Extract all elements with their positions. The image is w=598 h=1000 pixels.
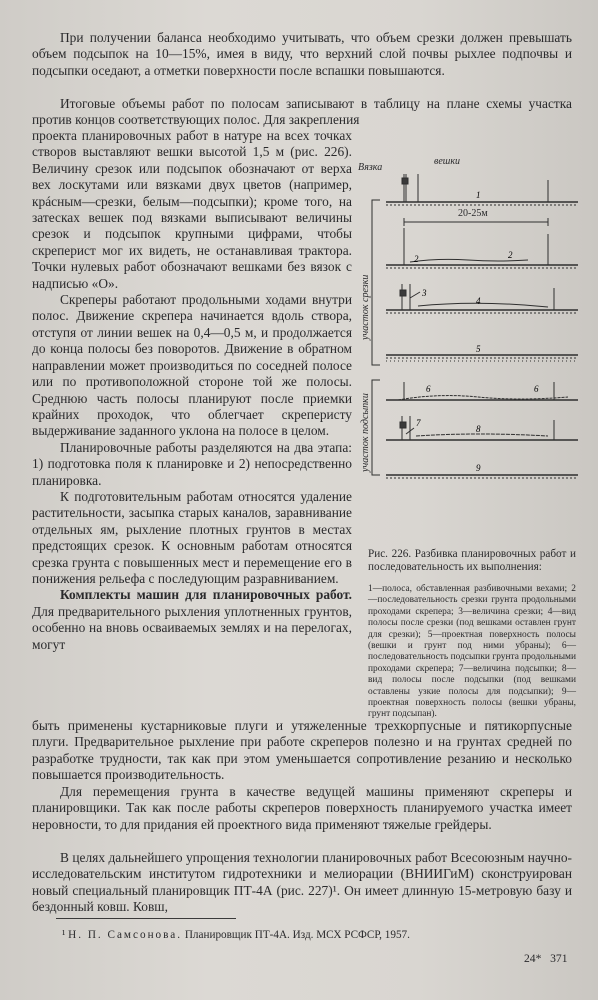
num-6a: 6 bbox=[426, 384, 431, 394]
num-2b: 2 bbox=[508, 250, 513, 260]
section-heading-continuation-2: осваиваемых землях и на перелогах, могут bbox=[32, 620, 352, 652]
num-1: 1 bbox=[476, 190, 481, 200]
paragraph-pt4a: В целях дальнейшего упрощения технологии планировочных работ Всесоюзным научно-исследовательским институтом гидротехники и мелиорации (ВНИИГиМ) сконструирован новый специальный планировщик ПТ-4А (рис. 227)¹. Он имеет длинную 15-метровую базу и бездонный ковш. Ковш, bbox=[32, 850, 572, 915]
dimension-label: 20-25м bbox=[458, 208, 488, 219]
num-6b: 6 bbox=[534, 384, 539, 394]
left-column-text bbox=[32, 128, 352, 653]
footnote-rule bbox=[56, 918, 236, 919]
section-heading-continuation: Для предварительного рыхления уплотненных грунтов, особенно на вновь bbox=[32, 603, 352, 636]
figure-226-diagram bbox=[358, 150, 580, 540]
num-7: 7 bbox=[416, 418, 421, 428]
footnote-author: Н. П. Самсонова. bbox=[68, 929, 183, 941]
paragraph-plows: быть применены кустарниковые плуги и утяжеленные трехкорпусные и пятикорпусные плуги. Предварительное рыхление при работе скреперов полезно и на грунтах средней по разработке трудности, так как при этом уменьшается сопротивление резанию и несколько повышается производительность. bbox=[32, 718, 572, 783]
num-8: 8 bbox=[476, 424, 481, 434]
label-veshki: вешки bbox=[434, 156, 461, 167]
footnote-text: Планировщик ПТ-4А. Изд. МСХ РСФСР, 1957. bbox=[184, 929, 410, 941]
paragraph-stages: Планировочные работы разделяются на два этапа: 1) подготовка поля к планировке и 2) непосредственно планировка. bbox=[32, 439, 352, 488]
paragraph-scrapers-graders: Для перемещения грунта в качестве ведущей машины применяют скреперы и планировщики. Так как после работы скреперов поверхность планируемого участка имеет неровности, то для придания ей проектного вида применяют тяжелые грейдеры. bbox=[32, 784, 572, 832]
page-number: 371 bbox=[550, 952, 568, 965]
footnote bbox=[62, 928, 562, 942]
page-number-area bbox=[524, 952, 567, 965]
paragraph-machine-sets bbox=[32, 587, 352, 653]
paragraph-balance: При получении баланса необходимо учитывать, что объем срезки должен превышать объем подсыпок на 10—15%, имея в виду, что верхний слой почвы рыхлее подпочвы и подсыпки оседают, а отметки поверхности после вспашки повышаются. bbox=[32, 30, 572, 78]
paragraph-scrapers: Скреперы работают продольными ходами внутри полос. Движение скрепера начинается вдоль створа, отступя от линии вешек на 0,4—0,5 м, и продолжается до конца полосы без поворотов. Движение в обратном направлении может производиться по соседней полосе или по противоположной стороне той же полосы. Среднюю часть полосы планируют после приемки крайних проходок, что облегчает скреперисту выдерживание заданного уклона на полосе в целом. bbox=[32, 292, 352, 439]
page-signature: 24* bbox=[524, 952, 542, 965]
num-2a: 2 bbox=[414, 254, 419, 264]
num-9: 9 bbox=[476, 463, 481, 473]
paragraph-stakes: проекта планировочных работ в натуре на всех точках створов выставляют вешки высотой 1,5 м (рис. 226). Величину срезок или подсыпок обозначают от верха вех лоскутами или вязками двух цветов (например, крáсным—срезки, белым—подсыпки); кроме того, на затесках вешек под вязками выписывают величины срезок и подсыпок крупными цифрами, чтобы скреперист мог их видеть, не останавливая трактора. Точки нулевых работ обозначают вешками без вязок с надписью «О». bbox=[32, 128, 352, 291]
figure-caption-title: Рис. 226. Разбивка планировочных работ и последовательность их выполнения: bbox=[368, 548, 576, 573]
num-5: 5 bbox=[476, 344, 481, 354]
label-fill-section: участок подсыпки bbox=[360, 393, 371, 472]
num-4: 4 bbox=[476, 296, 481, 306]
label-cut-section: участок срезки bbox=[360, 274, 371, 340]
paragraph-preparation: К подготовительным работам относятся удаление растительности, засыпка старых каналов, заравнивание отдельных ям, рыхление плотных грунтов в местах предстоящих срезок. К основным работам относятся срезка грунта с повышенных мест и перемещение его в понижения рельефа с последующим разравниванием. bbox=[32, 488, 352, 586]
footnote-marker: ¹ bbox=[62, 929, 66, 941]
figure-caption-text: 1—полоса, обставленная разбивочными вехами; 2—последовательность срезки грунта продольными проходами скрепера; 3—величина срезки; 4—вид полосы после срезки (под вешками оставлен грунт для срезки); 5—проектная поверхность полосы (вешки и грунт под ними убраны); 6—последовательность подсыпки грунта продольными проходами скрепера; 7—величина подсыпки; 8—вид полосы после подсыпки (под вешками оставлены узкие полосы для подсыпки); 9—проектная поверхность полосы (вешки убраны, грунт подсыпан). bbox=[368, 584, 576, 720]
num-3: 3 bbox=[422, 288, 427, 298]
section-heading: Комплекты машин для планировочных работ. bbox=[60, 587, 352, 603]
label-vyazka: Вязка bbox=[358, 162, 383, 173]
paragraph-totals: Итоговые объемы работ по полосам записывают в таблицу на плане схемы участка против концов соответствующих полос. Для закрепления bbox=[32, 96, 572, 128]
